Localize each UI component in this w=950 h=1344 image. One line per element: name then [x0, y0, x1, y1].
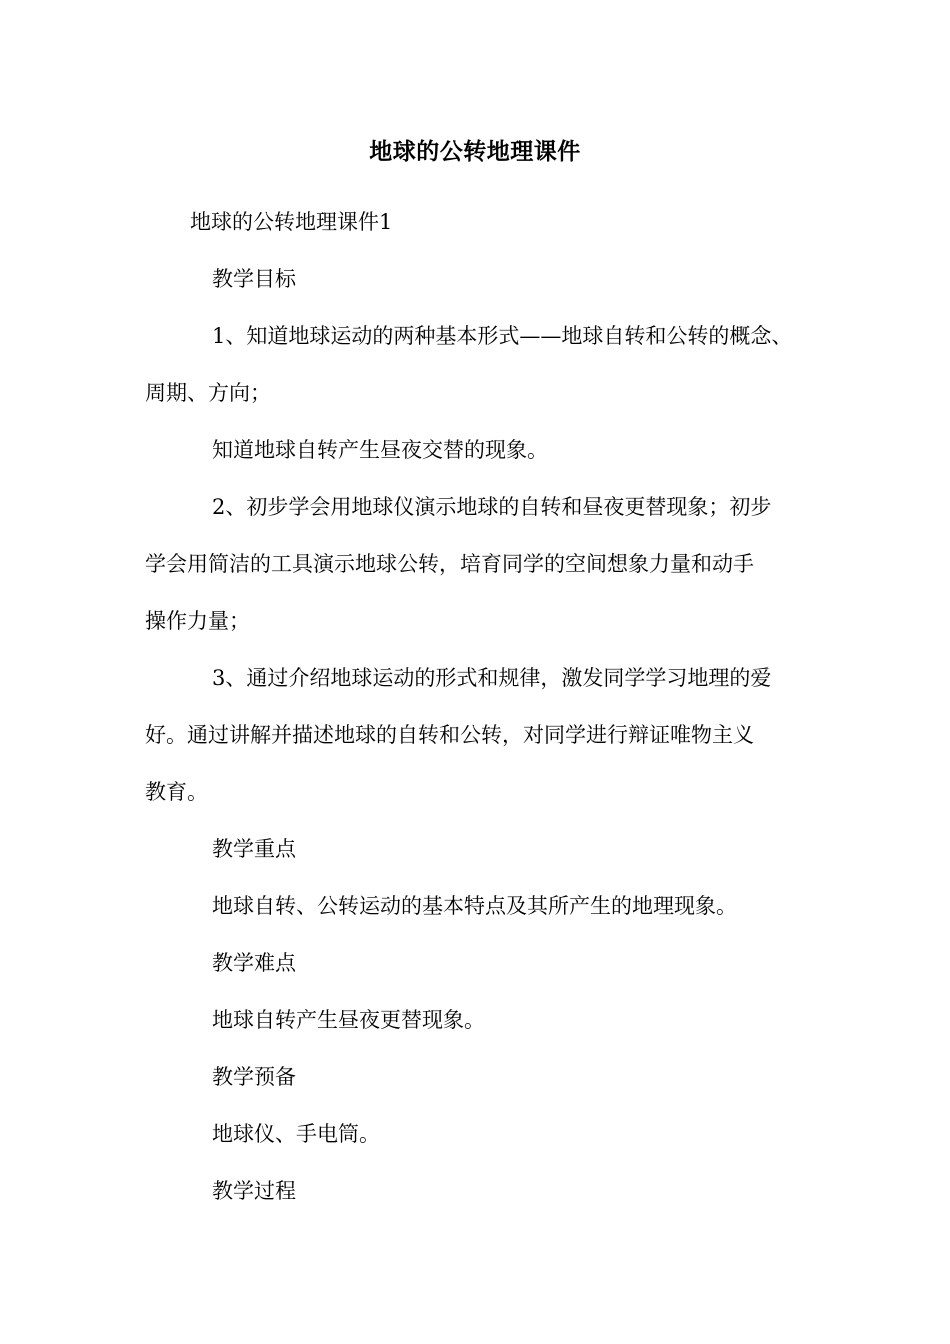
paragraph-line: 地球自转产生昼夜更替现象。 — [212, 1008, 485, 1032]
document-subtitle: 地球的公转地理课件1 — [190, 210, 393, 234]
paragraph-line: 2、初步学会用地球仪演示地球的自转和昼夜更替现象；初步 — [212, 495, 772, 519]
paragraph-line: 教育。 — [145, 780, 208, 804]
paragraph-line: 好。通过讲解并描述地球的自转和公转，对同学进行辩证唯物主义 — [145, 723, 754, 747]
paragraph-line: 1、知道地球运动的两种基本形式——地球自转和公转的概念、 — [212, 324, 793, 348]
section-heading-preparation: 教学预备 — [212, 1065, 296, 1089]
paragraph-line: 操作力量； — [145, 609, 250, 633]
section-heading-process: 教学过程 — [212, 1179, 296, 1203]
paragraph-line: 3、通过介绍地球运动的形式和规律，激发同学学习地理的爱 — [212, 666, 772, 690]
section-heading-objectives: 教学目标 — [212, 267, 296, 291]
paragraph-line: 地球自转、公转运动的基本特点及其所产生的地理现象。 — [212, 894, 737, 918]
section-heading-difficulties: 教学难点 — [212, 951, 296, 975]
paragraph-line: 地球仪、手电筒。 — [212, 1122, 380, 1146]
paragraph-line: 周期、方向； — [145, 381, 271, 405]
document-title: 地球的公转地理课件 — [369, 138, 581, 165]
section-heading-key-points: 教学重点 — [212, 837, 296, 861]
paragraph-line: 知道地球自转产生昼夜交替的现象。 — [212, 438, 548, 462]
paragraph-line: 学会用简洁的工具演示地球公转，培育同学的空间想象力量和动手 — [145, 552, 754, 576]
